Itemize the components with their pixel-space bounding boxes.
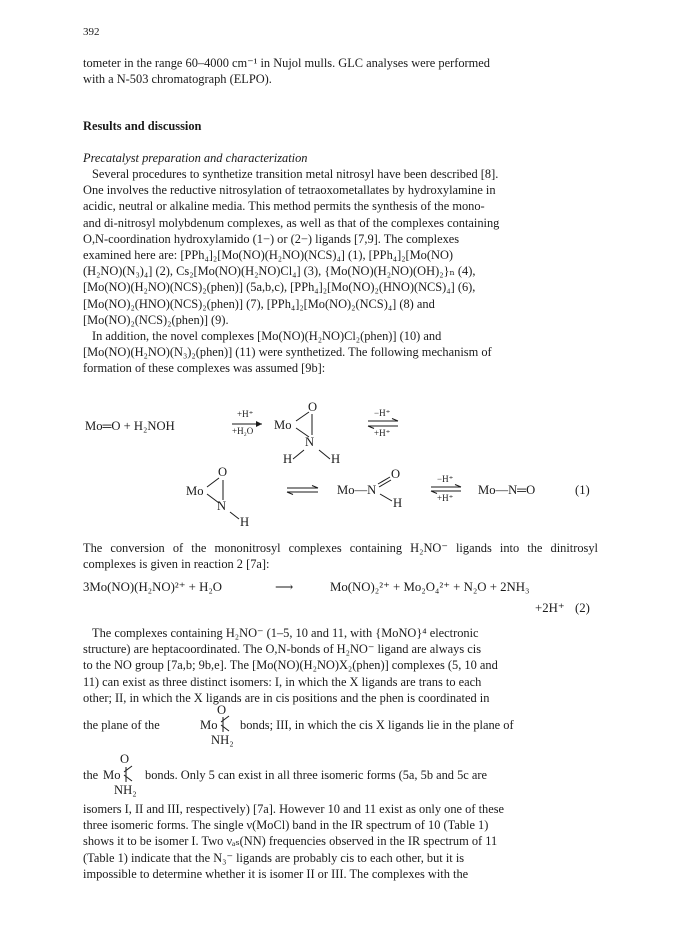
text-line: bonds; III, in which the cis X ligands lie in the plane of: [240, 718, 514, 732]
atom-mo: Mo: [186, 484, 204, 498]
text-line: acidic, neutral or alkaline media. This method permits the synthesis of the mono-: [83, 199, 485, 214]
atom-n: N: [305, 435, 315, 449]
equation-continuation: +2H⁺: [535, 601, 565, 615]
text-line: with a N-503 chromatograph (ELPO).: [83, 72, 272, 87]
text-line: three isomeric forms. The single ν(MoCl) band in the IR spectrum of 10 (Table 1): [83, 818, 489, 833]
text-line: (H₂NO)(N₃)₄] (2), Cs₂[Mo(NO)(H₂NO)Cl₄] (3), {Mo(NO)(H₂NO)(OH)₂}ₙ (4),: [83, 264, 476, 279]
atom-o: O: [391, 467, 401, 481]
text-line: [Mo(NO)(H₂NO)(N₃)₂(phen)] (11) were synthetized. The following mechanism of: [83, 345, 492, 360]
fragment-o: O: [120, 752, 130, 766]
text-line: bonds. Only 5 can exist in all three isomeric forms (5a, 5b and 5c are: [145, 768, 488, 782]
text-line: to the NO group [7a,b; 9b,e]. The [Mo(NO)(H₂NO)X₂(phen)] complexes (5, 10 and: [83, 658, 498, 673]
text-line: the: [83, 768, 99, 782]
text-line: formation of these complexes was assumed [9b]:: [83, 361, 326, 376]
atom-h: H: [240, 515, 250, 529]
paragraph-3: The conversion of the mononitrosyl complexes containing H₂NO⁻ ligands into the dinitrosyl complexes is given in reaction 2 [7a]:: [83, 541, 598, 572]
text-line: impossible to determine whether it is isomer II or III. The complexes with the: [83, 866, 469, 881]
text-line: shows it to be isomer I. Two νₐₛ(NN) frequencies observed in the IR spectrum of 11: [83, 834, 498, 849]
text-line: tometer in the range 60–4000 cm⁻¹ in Nujol mulls. GLC analyses were performed: [83, 56, 490, 70]
arrow-3-label-bottom: +H⁺: [437, 493, 454, 503]
text-line: examined here are: [PPh₄]₂[Mo(NO)(H₂NO)(NCS)₄] (1), [PPh₄]₂[Mo(NO): [83, 248, 454, 263]
text-line: isomers I, II and III, respectively) [7a]. However 10 and 11 exist as only one of these: [83, 802, 505, 816]
arrow-3-label-top: −H⁺: [437, 474, 454, 484]
text-line: other; II, in which the X ligands are in cis positions and the phen is coordinated in: [83, 690, 490, 705]
equation-left: 3Mo(NO)(H₂NO)²⁺ + H₂O: [83, 580, 223, 594]
atom-o: O: [218, 465, 228, 479]
atom-h: H: [283, 452, 293, 466]
fragment-mo: Mo: [200, 718, 218, 732]
text-line: (Table 1) indicate that the N₃⁻ ligands are probably cis to each other, but it is: [83, 850, 465, 865]
text-line: structure) are heptacoordinated. The O,N-bonds of H₂NO⁻ ligand are always cis: [83, 642, 482, 657]
atom-n: N: [217, 499, 227, 513]
equation-number-1: (1): [575, 483, 590, 497]
atom-mo: Mo: [274, 418, 292, 432]
text-line: O,N-coordination hydroxylamido (1−) or (2−) ligands [7,9]. The complexes: [83, 231, 460, 246]
fragment-o: O: [217, 703, 227, 717]
intermediate: Mo—N: [337, 483, 377, 497]
text-line: 11) can exist as three distinct isomers: I, in which the X ligands are trans to each: [83, 674, 482, 689]
arrow-1-label-bottom: +H₂O: [232, 426, 254, 436]
atom-h: H: [331, 452, 341, 466]
reactant: Mo═O + H₂NOH: [85, 419, 175, 433]
text-line: Several procedures to synthetize transition metal nitrosyl have been described [8].: [92, 167, 499, 181]
text-line: and di-nitrosyl molybdenum complexes, as well as that of the complexes containing: [83, 215, 500, 230]
equation-arrow: ⟶: [275, 580, 294, 594]
text-line: [Mo(NO)₂(HNO)(NCS)₂(phen)] (7), [PPh₄]₂[Mo(NO)₂(NCS)₄] (8) and: [83, 296, 435, 311]
paragraph-5: [83, 801, 598, 882]
text-line: [Mo(NO)(H₂NO)(NCS)₂(phen)] (5a,b,c), [PPh₄]₂[Mo(NO)₂(HNO)(NCS)₄] (6),: [83, 280, 476, 295]
arrow-1-label-top: +H⁺: [237, 409, 254, 419]
text-line: [Mo(NO)₂(NCS)₂(phen)] (9).: [83, 312, 229, 327]
text-line: One involves the reductive nitrosylation of tetraoxometallates by hydroxylamine in: [83, 183, 496, 198]
page-number: 392: [83, 26, 100, 38]
arrow-2-label-bottom: +H⁺: [374, 428, 391, 438]
text-line: In addition, the novel complexes [Mo(NO)(H₂NO)Cl₂(phen)] (10) and: [92, 329, 442, 343]
subsection-title: Precatalyst preparation and characterization: [83, 151, 308, 165]
fragment-nh2: NH₂: [211, 733, 234, 747]
product: Mo—N═O: [478, 483, 536, 497]
text-line: the plane of the: [83, 718, 160, 732]
atom-o: O: [308, 400, 318, 414]
arrow-2-label-top: −H⁺: [374, 408, 391, 418]
equation-right: Mo(NO)₂²⁺ + Mo₂O₄²⁺ + N₂O + 2NH₃: [330, 580, 530, 594]
atom-h: H: [393, 496, 403, 510]
fragment-mo: Mo: [103, 768, 121, 782]
text-line: The complexes containing H₂NO⁻ (1–5, 10 and 11, with {MoNO}⁴ electronic: [92, 626, 479, 640]
equation-number-2: (2): [575, 601, 590, 615]
fragment-nh2: NH₂: [114, 783, 137, 797]
section-title: Results and discussion: [83, 119, 202, 133]
